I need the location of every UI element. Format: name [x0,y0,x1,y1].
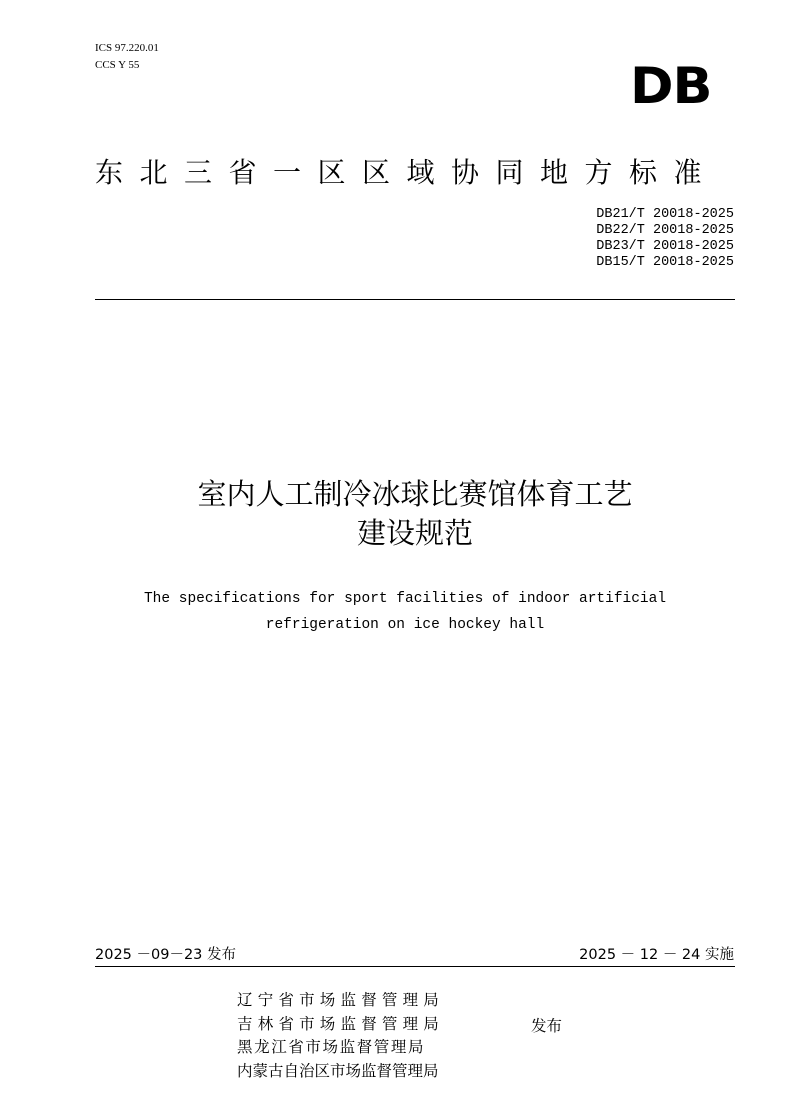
authority-name: 黑龙江省市场监督管理局 [237,1038,426,1056]
classification-codes [95,40,159,74]
standard-number: DB21/T 20018-2025 [596,207,734,222]
english-title-line: refrigeration on ice hockey hall [265,617,545,633]
document-title-line: 室内人工制冷冰球比赛馆体育工艺 [197,477,633,511]
issue-date: 2025 －09－23 发布 [95,947,237,963]
standard-number: DB15/T 20018-2025 [596,255,734,270]
authority-name: 内蒙古自治区市场监督管理局 [237,1061,439,1080]
standard-numbers [596,207,734,271]
implementation-date: 2025 － 12 － 24 实施 [579,947,734,963]
document-title [95,475,735,553]
publish-label: 发布 [531,1017,563,1035]
ics-code: ICS 97.220.01 [95,42,159,54]
footer-divider [95,966,735,967]
document-title-line: 建设规范 [356,516,473,550]
english-title [60,586,750,638]
english-title-line: The specifications for sport facilities of indoor artificial [143,591,667,607]
standard-number: DB22/T 20018-2025 [596,223,734,238]
standard-number: DB23/T 20018-2025 [596,239,734,254]
authority-name: 吉林省市场监督管理局 [237,1014,445,1033]
standard-category-title: 东北三省一区区域协同地方标准 [95,156,719,189]
ccs-code: CCS Y 55 [95,59,140,71]
authority-name: 辽宁省市场监督管理局 [237,991,445,1009]
header-divider [95,299,735,300]
db-logo: DB [630,57,712,115]
issuing-authorities [237,989,444,1083]
